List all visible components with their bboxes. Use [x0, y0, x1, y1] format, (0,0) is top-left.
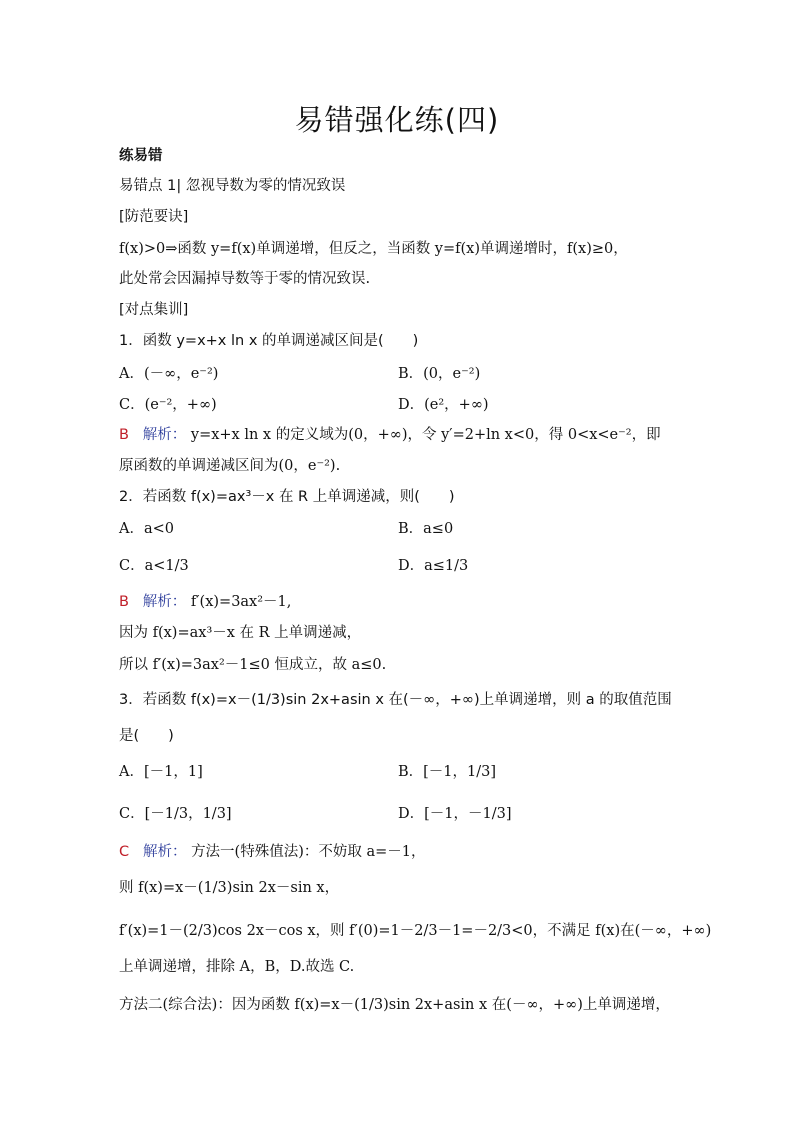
q3-option-d: D．[－1，－1/3] [398, 806, 512, 822]
q3-option-a: A．[－1，1] [119, 764, 203, 780]
q3-option-b: B．[－1，1/3] [398, 764, 497, 780]
q3-solution-line-5: 方法二(综合法)：因为函数 f(x)=x－(1/3)sin 2x+asin x 在(－∞，+∞)上单调递增， [119, 997, 670, 1013]
q2-option-a: A．a<0 [119, 521, 174, 537]
q2-solution-line-2: 因为 f(x)=ax³－x 在 R 上单调递减， [119, 625, 362, 641]
q1-answer: B [119, 427, 129, 443]
drill-header: [对点集训] [119, 302, 189, 318]
q1-option-c: C．(e⁻²，+∞) [119, 397, 217, 413]
q2-option-b: B．a≤0 [398, 521, 454, 537]
q1-option-b: B．(0，e⁻²) [398, 366, 481, 382]
q2-option-c: C．a<1/3 [119, 558, 189, 574]
q3-solution-text-1: 方法一(特殊值法)：不妨取 a=－1， [191, 844, 426, 860]
q1-option-a: A．(－∞，e⁻²) [119, 366, 219, 382]
warn-header: [防范要诀] [119, 209, 189, 225]
q2-solution-line-3: 所以 f′(x)=3ax²－1≤0 恒成立，故 a≤0. [119, 657, 387, 673]
q1-solution-line-2: 原函数的单调递减区间为(0，e⁻²). [119, 458, 341, 474]
warn-line-2: 此处常会因漏掉导数等于零的情况致误. [119, 271, 371, 287]
q3-solution-line-2: 则 f(x)=x－(1/3)sin 2x－sin x， [119, 880, 340, 896]
q1-option-d: D．(e²，+∞) [398, 397, 489, 413]
section-heading: 练易错 [119, 148, 163, 164]
q3-stem-line-1: 3．若函数 f(x)=x－(1/3)sin 2x+asin x 在(－∞，+∞)上单调递增，则 a 的取值范围 [119, 692, 672, 708]
q3-option-c: C．[－1/3，1/3] [119, 806, 232, 822]
q2-solution-text-1: f′(x)=3ax²－1, [190, 594, 292, 610]
q1-solution-text-1: y=x+x ln x 的定义域为(0，+∞)，令 y′=2+ln x<0，得 0<x<e⁻²，即 [190, 427, 661, 443]
warn-line-1: f(x)>0⇒函数 y=f(x)单调递增，但反之，当函数 y=f(x)单调递增时，f(x)≥0， [119, 241, 628, 257]
q2-stem: 2．若函数 f(x)=ax³－x 在 R 上单调递减，则( ) [119, 489, 455, 505]
q3-solution-line-1 [119, 842, 426, 862]
q3-answer: C [119, 844, 130, 860]
q1-stem: 1．函数 y=x+x ln x 的单调递减区间是( ) [119, 333, 419, 349]
q3-stem-line-2: 是( ) [119, 728, 174, 744]
q2-solution-line-1 [119, 592, 291, 612]
q2-jiexi-label: 解析： [142, 594, 187, 610]
q2-answer: B [119, 594, 129, 610]
q2-option-d: D．a≤1/3 [398, 558, 469, 574]
q3-jiexi-label: 解析： [142, 844, 187, 860]
error-point-heading: 易错点 1| 忽视导数为零的情况致误 [119, 178, 346, 194]
q1-solution-line-1 [119, 425, 661, 445]
q3-solution-line-4: 上单调递增，排除 A，B，D.故选 C. [119, 959, 355, 975]
q1-jiexi-label: 解析： [142, 427, 187, 443]
q3-solution-line-3: f′(x)=1－(2/3)cos 2x－cos x，则 f′(0)=1－2/3－1=－2/3<0，不满足 f(x)在(－∞，+∞) [119, 923, 712, 939]
page-title: 易错强化练(四) [294, 103, 500, 137]
